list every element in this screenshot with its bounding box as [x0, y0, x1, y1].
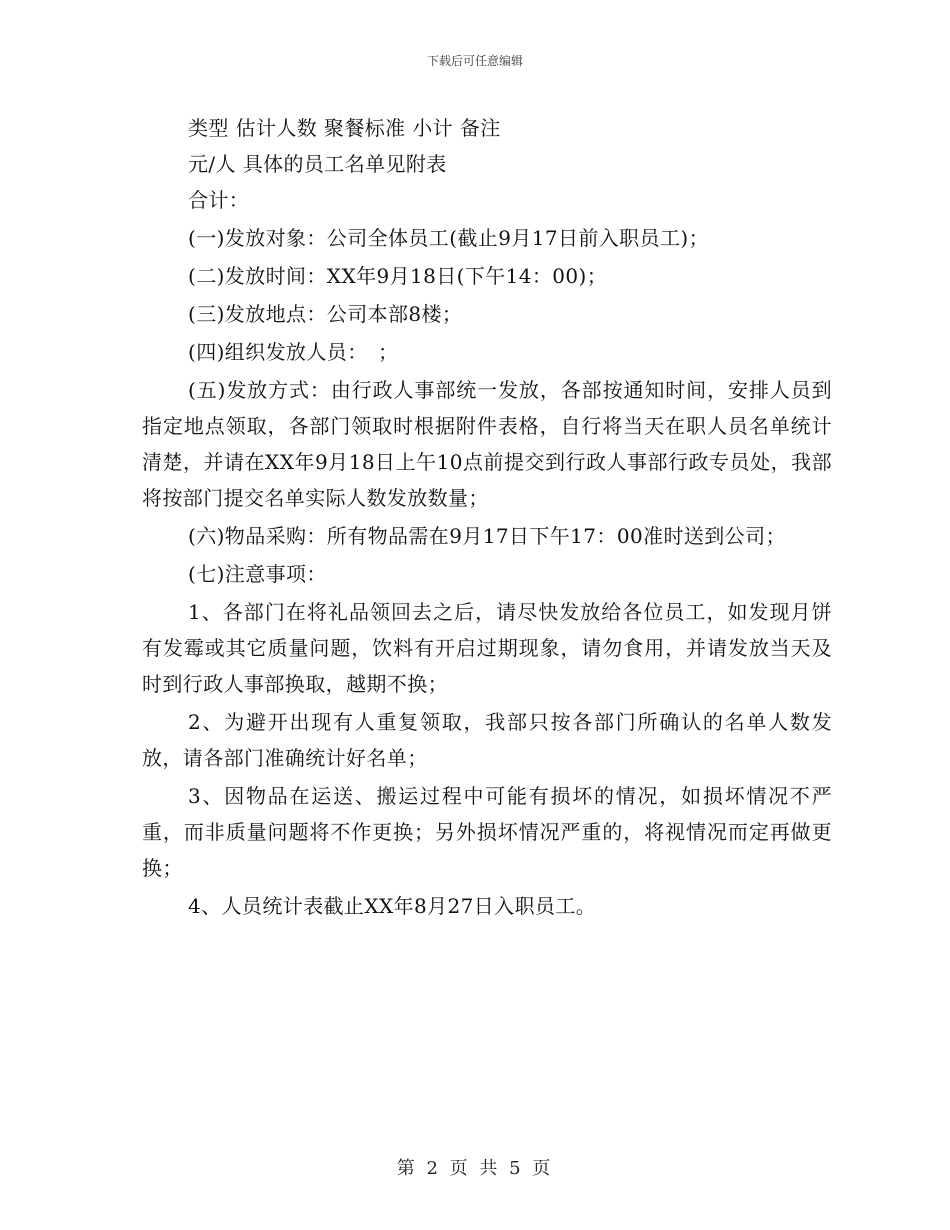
item-distribution-staff: (四)组织发放人员： ； — [188, 340, 399, 364]
item-distribution-location: (三)发放地点：公司本部8楼； — [188, 302, 463, 326]
item-notes-heading: (七)注意事项： — [188, 562, 327, 586]
page-footer: 第 2 页 共 5 页 — [396, 1158, 554, 1179]
item-distribution-method: (五)发放方式：由行政人事部统一发放，各部按通知时间，安排人员到指定地点领取，各部门领取时根据附件表格，自行将当天在职人员名单统计清楚，并请在XX年9月18日上午10点前提交到行政人事部行政专员处，我部将按部门提交名单实际人数发放数量； — [142, 378, 832, 510]
note-1: 1、各部门在将礼品领回去之后，请尽快发放给各位员工，如发现月饼有发霉或其它质量问题，饮料有开启过期现象，请勿食用，并请发放当天及时到行政人事部换取，越期不换； — [142, 600, 832, 696]
item-distribution-time: (二)发放时间：XX年9月18日(下午14：00)； — [188, 264, 608, 288]
page-header: 下载后可任意编辑 — [426, 54, 523, 68]
total-line: 合计： — [188, 188, 250, 212]
note-4: 4、人员统计表截止XX年8月27日入职员工。 — [188, 894, 597, 918]
document-body — [142, 110, 832, 924]
note-2: 2、为避开出现有人重复领取，我部只按各部门所确认的名单人数发放，请各部门准确统计好名单； — [142, 710, 832, 770]
item-distribution-target: (一)发放对象：公司全体员工(截止9月17日前入职员工)； — [188, 226, 709, 250]
item-procurement: (六)物品采购：所有物品需在9月17日下午17：00准时送到公司； — [188, 524, 786, 548]
note-3: 3、因物品在运送、搬运过程中可能有损坏的情况，如损坏情况不严重，而非质量问题将不作更换；另外损坏情况严重的，将视情况而定再做更换； — [142, 784, 832, 880]
table-header-line: 类型 估计人数 聚餐标准 小计 备注 — [188, 116, 501, 140]
unit-note-line: 元/人 具体的员工名单见附表 — [188, 152, 447, 176]
